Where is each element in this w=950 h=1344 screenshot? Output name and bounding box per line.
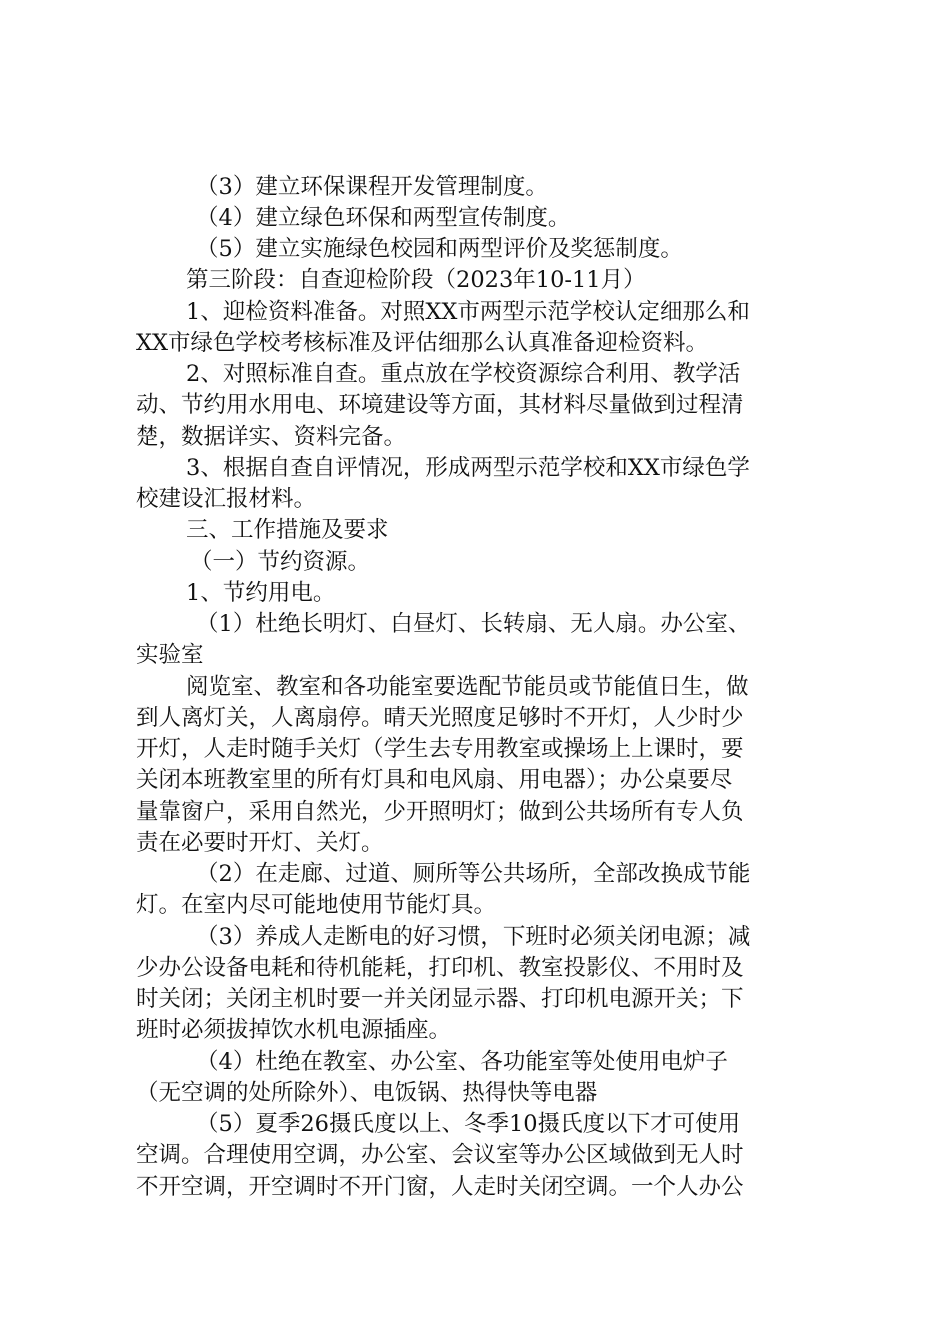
text-line: （3）建立环保课程开发管理制度。 (196, 174, 548, 200)
text-line: 阅览室、教室和各功能室要选配节能员或节能值日生，做 (186, 674, 749, 700)
text-line: 量靠窗户，采用自然光，少开照明灯；做到公共场所有专人负 (136, 799, 744, 825)
text-line: （5）建立实施绿色校园和两型评价及奖惩制度。 (196, 236, 683, 262)
text-line: （5）夏季26摄氏度以上、冬季10摄氏度以下才可使用 (196, 1111, 741, 1137)
text-line: （3）养成人走断电的好习惯，下班时必须关闭电源；减 (196, 924, 751, 950)
text-line: 实验室 (136, 642, 204, 668)
text-line: （无空调的处所除外）、电饭锅、热得快等电器 (136, 1080, 598, 1106)
text-line: 时关闭；关闭主机时要一并关闭显示器、打印机电源开关；下 (136, 986, 744, 1012)
text-line: 校建设汇报材料。 (136, 486, 317, 512)
text-line: 动、节约用水用电、环境建设等方面，其材料尽量做到过程清 (136, 392, 744, 418)
text-line: （1）杜绝长明灯、白昼灯、长转扇、无人扇。办公室、 (196, 611, 751, 637)
text-line: 灯。在室内尽可能地使用节能灯具。 (136, 892, 497, 918)
text-line: 空调。合理使用空调，办公室、会议室等办公区域做到无人时 (136, 1142, 744, 1168)
text-line: 少办公设备电耗和待机能耗，打印机、教室投影仪、不用时及 (136, 955, 744, 981)
text-line: 2、对照标准自查。重点放在学校资源综合利用、教学活 (186, 361, 741, 387)
text-line: 3、根据自查自评情况，形成两型示范学校和XX市绿色学 (186, 455, 750, 481)
text-line: 开灯，人走时随手关灯（学生去专用教室或操场上上课时，要 (136, 736, 744, 762)
text-line: 1、节约用电。 (186, 580, 336, 606)
section-heading: 三、工作措施及要求 (186, 517, 389, 543)
text-line: 第三阶段：自查迎检阶段（2023年10-11月） (186, 267, 646, 293)
text-line: 责在必要时开灯、关灯。 (136, 830, 384, 856)
text-line: 到人离灯关，人离扇停。晴天光照度足够时不开灯，人少时少 (136, 705, 744, 731)
text-line: 班时必须拔掉饮水机电源插座。 (136, 1017, 452, 1043)
text-line: 不开空调，开空调时不开门窗，人走时关闭空调。一个人办公 (136, 1174, 744, 1200)
text-line: XX市绿色学校考核标准及评估细那么认真准备迎检资料。 (136, 330, 709, 356)
text-line: 1、迎检资料准备。对照XX市两型示范学校认定细那么和 (186, 299, 750, 325)
text-line: （4）建立绿色环保和两型宣传制度。 (196, 205, 571, 231)
subsection-heading: （一）节约资源。 (190, 549, 371, 575)
text-line: 关闭本班教室里的所有灯具和电风扇、用电器）；办公桌要尽 (136, 767, 733, 793)
text-line: （2）在走廊、过道、厕所等公共场所，全部改换成节能 (196, 861, 751, 887)
text-line: （4）杜绝在教室、办公室、各功能室等处使用电炉子 (196, 1049, 728, 1075)
text-line: 楚，数据详实、资料完备。 (136, 424, 407, 450)
